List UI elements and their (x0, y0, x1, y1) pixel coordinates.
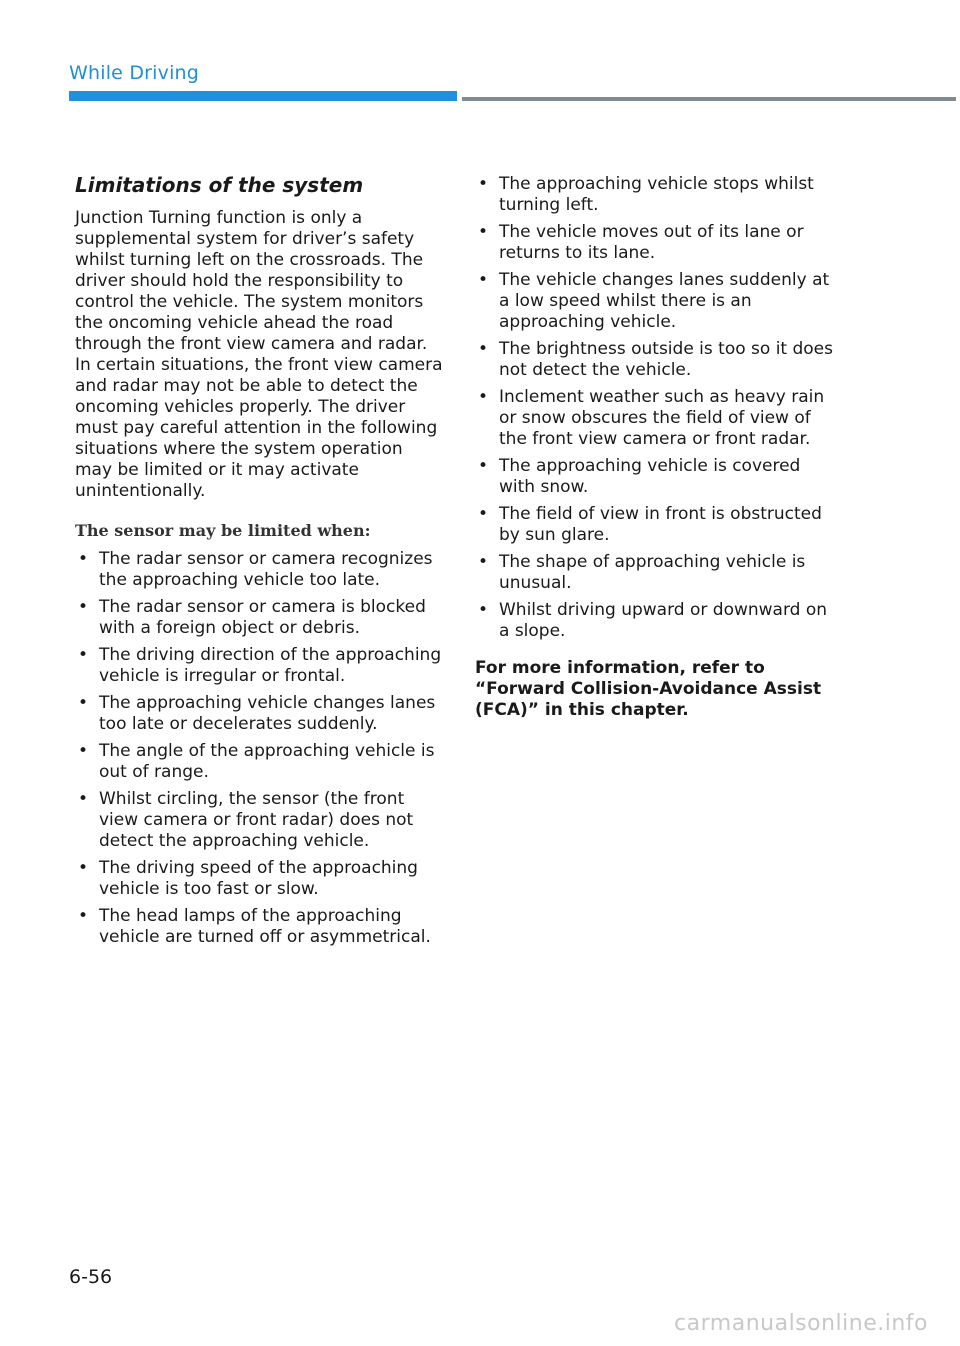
list-item-text: The vehicle changes lanes suddenly at a low speed whilst there is an approaching vehicle. (499, 270, 830, 332)
list-item (475, 456, 840, 498)
list-item (75, 741, 443, 783)
list-item-text: Inclement weather such as heavy rain or snow obscures the field of view of the front view camera or front radar. (499, 387, 825, 449)
left-bullet-list (75, 549, 443, 948)
header-rule (462, 97, 956, 101)
list-item-text: The driving speed of the approaching vehicle is too fast or slow. (99, 858, 418, 899)
list-item-text: The radar sensor or camera recognizes the approaching vehicle too late. (99, 549, 433, 590)
bullet-icon: • (78, 693, 89, 713)
list-item (75, 693, 443, 735)
page-number: 6-56 (69, 1266, 113, 1288)
list-item-text: Whilst circling, the sensor (the front view camera or front radar) does not detect the approaching vehicle. (99, 789, 414, 851)
list-item-text: Whilst driving upward or downward on a slope. (499, 600, 828, 641)
list-item (475, 222, 840, 264)
bullet-icon: • (478, 600, 489, 620)
intro-paragraph: Junction Turning function is only a supplemental system for driver’s safety whilst turning left on the crossroads. The driver should hold the responsibility to control the vehicle. The system monitors the oncoming vehicle ahead the road through the front view camera and radar. In certain situations, the front view camera and radar may not be able to detect the oncoming vehicles properly. The driver must pay careful attention in the following situations where the system operation may be limited or it may activate unintentionally. (75, 208, 443, 501)
bullet-icon: • (478, 552, 489, 572)
watermark: carmanualsonline.info (674, 1311, 928, 1336)
bullet-icon: • (478, 456, 489, 476)
bullet-icon: • (478, 339, 489, 359)
list-item (475, 552, 840, 594)
list-item (75, 789, 443, 852)
list-item-text: The driving direction of the approaching vehicle is irregular or frontal. (99, 645, 442, 686)
reference-note: For more information, refer to “Forward Collision-Avoidance Assist (FCA)” in this chapter. (475, 658, 822, 720)
list-item (475, 600, 840, 642)
bullet-icon: • (78, 858, 89, 878)
list-item (475, 504, 840, 546)
section-title: Limitations of the system (75, 173, 364, 197)
bullet-icon: • (478, 504, 489, 524)
list-item-text: The approaching vehicle is covered with snow. (499, 456, 801, 497)
right-bullet-list (475, 174, 840, 642)
list-item-text: The head lamps of the approaching vehicle are turned off or asymmetrical. (99, 906, 431, 947)
list-item (475, 387, 840, 450)
list-item-text: The angle of the approaching vehicle is out of range. (99, 741, 435, 782)
list-item (75, 645, 443, 687)
list-item-text: The approaching vehicle stops whilst turning left. (499, 174, 814, 215)
bullet-icon: • (78, 597, 89, 617)
list-item-text: The vehicle moves out of its lane or returns to its lane. (499, 222, 804, 263)
header-title: While Driving (69, 62, 200, 84)
sensor-limited-subhead: The sensor may be limited when: (75, 521, 371, 540)
header-accent-bar (69, 91, 457, 101)
bullet-icon: • (478, 270, 489, 290)
list-item-text: The radar sensor or camera is blocked with a foreign object or debris. (99, 597, 426, 638)
bullet-icon: • (478, 222, 489, 242)
bullet-icon: • (78, 549, 89, 569)
list-item (475, 270, 840, 333)
bullet-icon: • (78, 789, 89, 809)
bullet-icon: • (78, 645, 89, 665)
bullet-icon: • (478, 387, 489, 407)
list-item-text: The approaching vehicle changes lanes too late or decelerates suddenly. (99, 693, 436, 734)
bullet-icon: • (478, 174, 489, 194)
bullet-icon: • (78, 906, 89, 926)
list-item (475, 339, 840, 381)
right-column (475, 174, 840, 721)
list-item (75, 597, 443, 639)
list-item-text: The field of view in front is obstructed by sun glare. (499, 504, 822, 545)
list-item (475, 174, 840, 216)
list-item (75, 858, 443, 900)
list-item (75, 549, 443, 591)
list-item-text: The brightness outside is too so it does not detect the vehicle. (499, 339, 833, 380)
left-column (75, 172, 443, 954)
list-item-text: The shape of approaching vehicle is unusual. (499, 552, 806, 593)
list-item (75, 906, 443, 948)
bullet-icon: • (78, 741, 89, 761)
